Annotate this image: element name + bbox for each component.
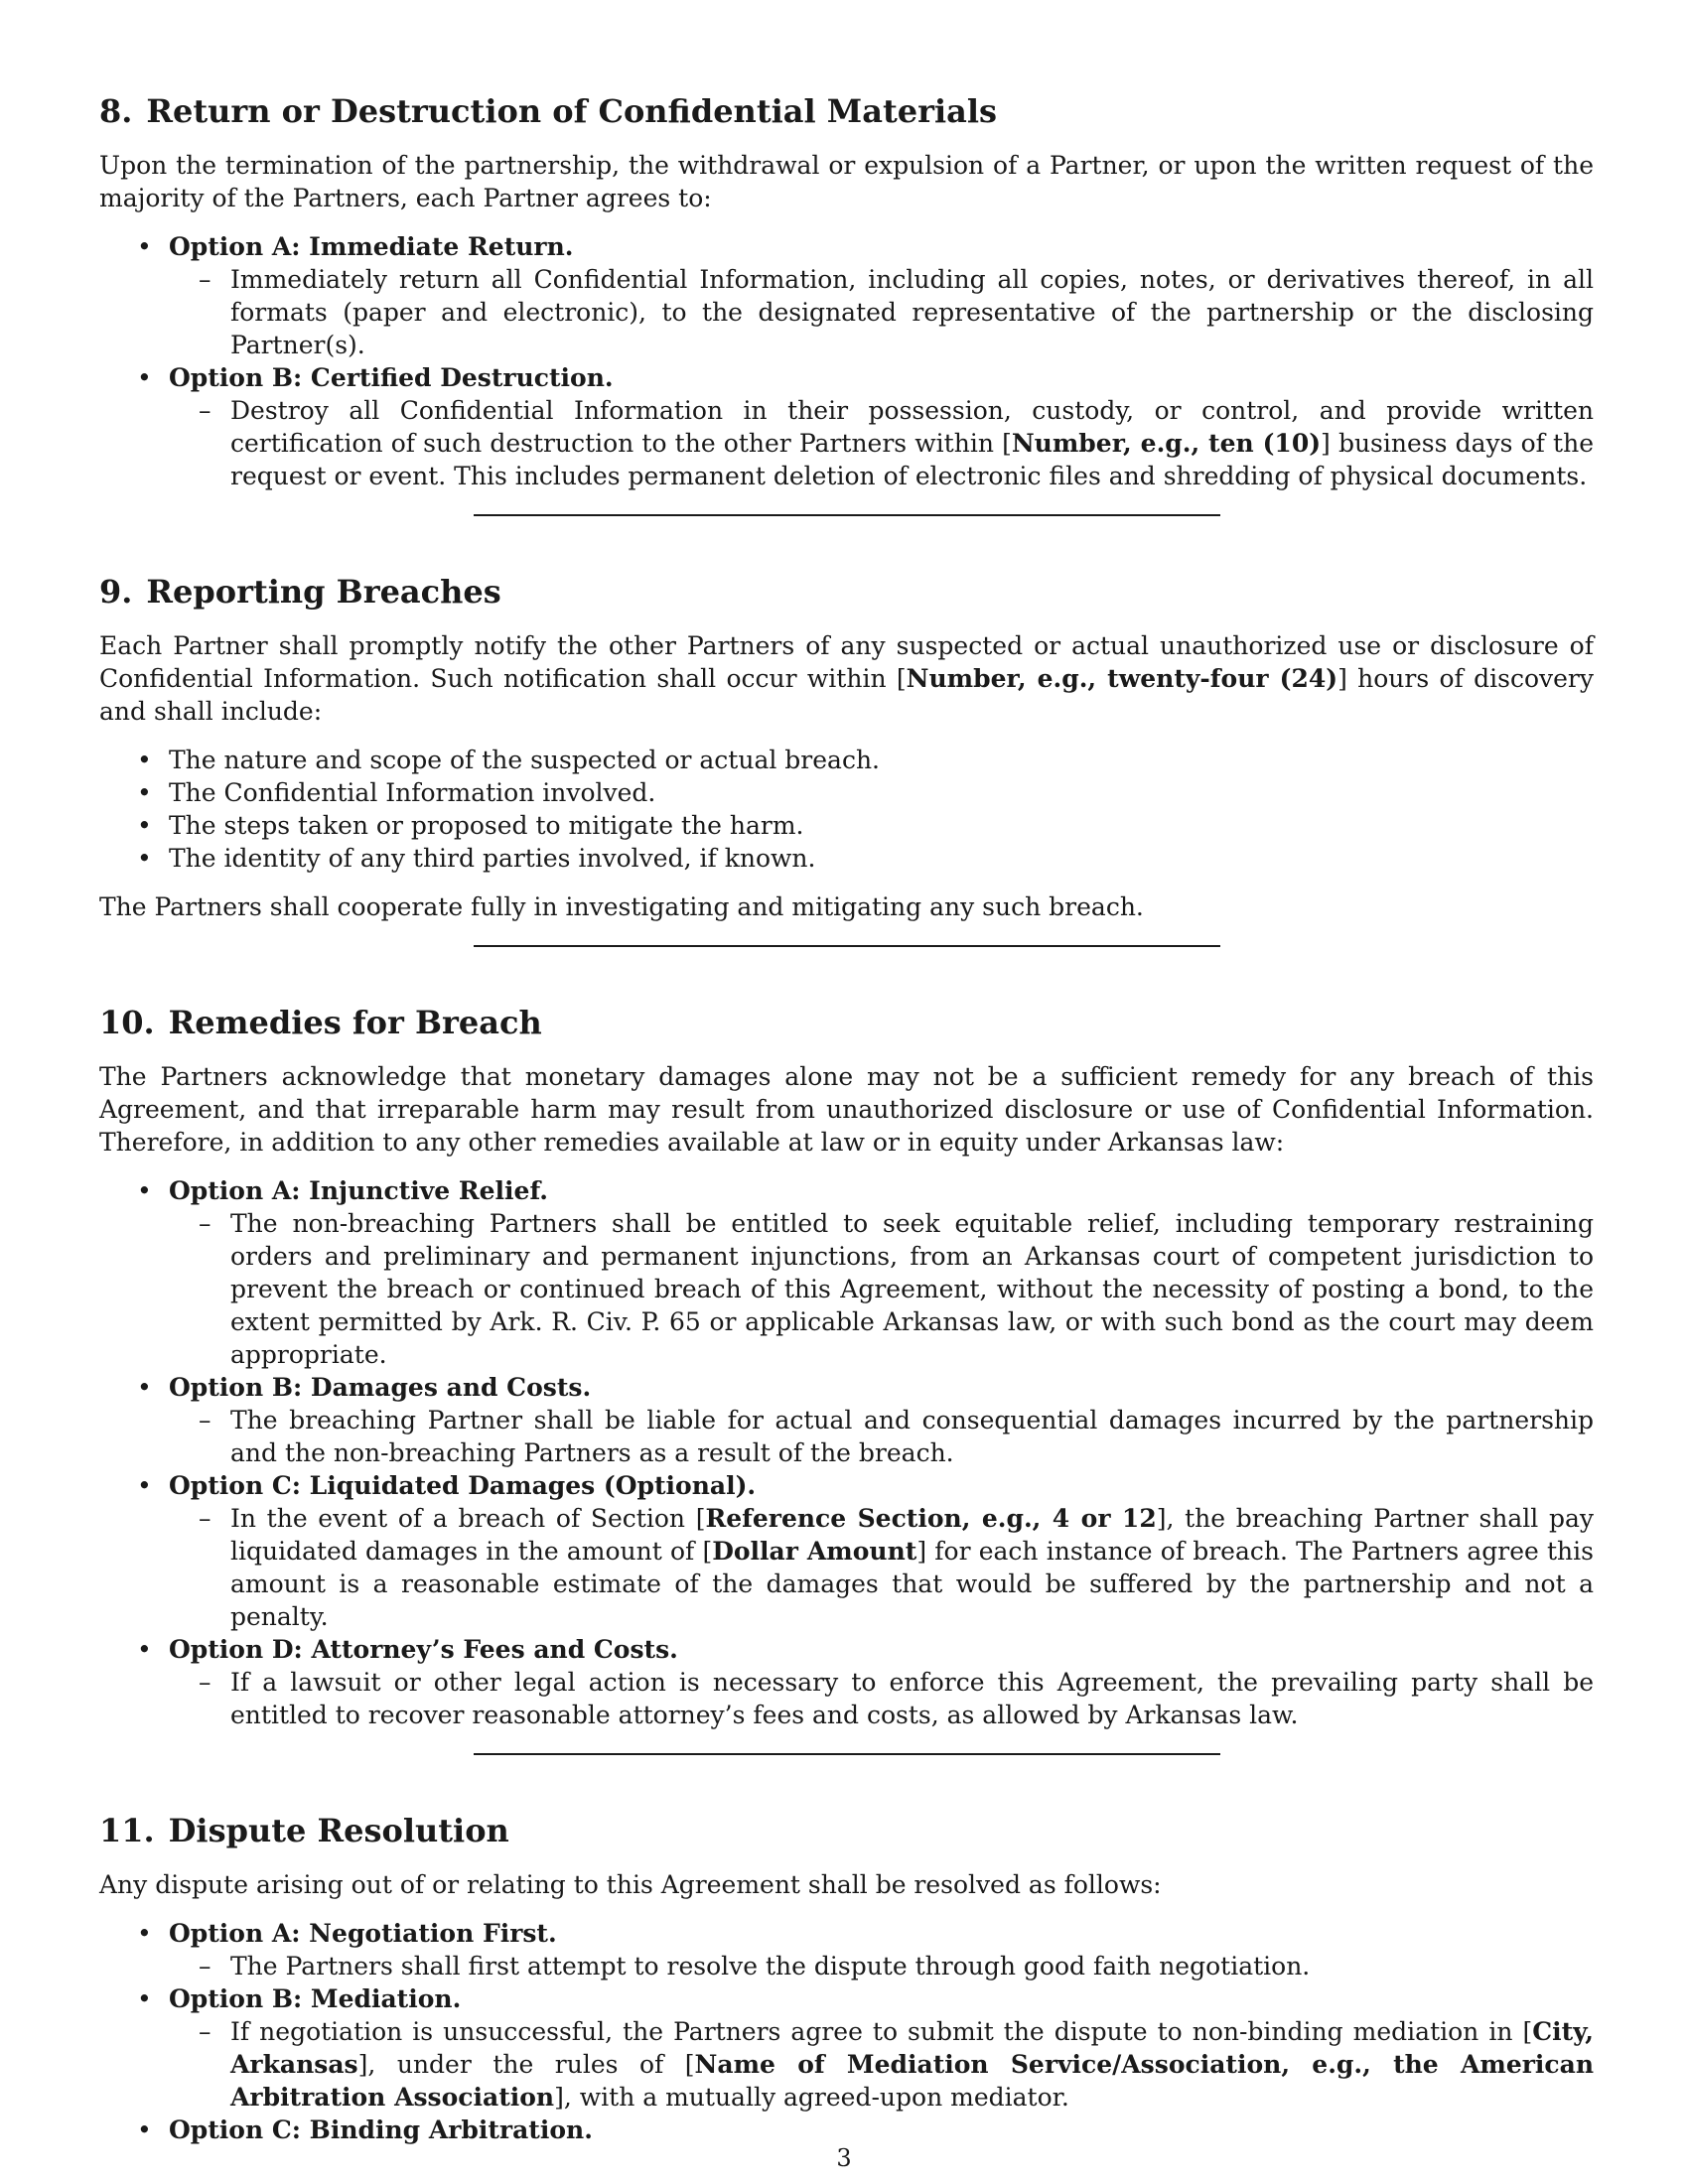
section-10-number: 10. xyxy=(99,1004,155,1041)
section-9-intro xyxy=(99,629,1594,728)
option-text: – The Partners shall first attempt to resolve the dispute through good faith negotiation. xyxy=(169,1950,1594,1982)
text-segment: If negotiation is unsuccessful, the Partners agree to submit the dispute to non-binding mediation in [ xyxy=(230,2017,1533,2046)
option-text xyxy=(169,2015,1594,2114)
text-segment: ] for each instance of breach. The Partners agree this amount is a reasonable estimate of the damages that would be suffered by the partnership and not a penalty. xyxy=(230,1537,1594,1631)
option-text: – Immediately return all Confidential Information, including all copies, notes, or derivatives thereof, in all formats (paper and electronic), to the designated representative of the partnership or the disclosing Partner(s). xyxy=(169,263,1594,361)
section-9-title: Reporting Breaches xyxy=(146,573,501,611)
section-11-number: 11. xyxy=(99,1812,155,1849)
text-segment: Destroy all Confidential Information in their possession, custody, or control, and provide written certification of such destruction to the other Partners within [ xyxy=(230,396,1594,458)
option-label: Option B: Certified Destruction. xyxy=(169,363,614,392)
placeholder: Reference Section, e.g., 4 or 12 xyxy=(705,1504,1157,1533)
section-divider xyxy=(474,1753,1220,1755)
section-11-intro: Any dispute arising out of or relating to this Agreement shall be resolved as follows: xyxy=(99,1870,1162,1899)
section-10-options xyxy=(99,1174,1594,1731)
option-text: – The breaching Partner shall be liable for actual and consequential damages incurred by the partnership and the non-breaching Partners as a result of the breach. xyxy=(169,1404,1594,1469)
section-9 xyxy=(99,572,1594,947)
placeholder: Number, e.g., twenty-four (24) xyxy=(906,664,1338,693)
document-page xyxy=(99,91,1594,2162)
section-divider xyxy=(474,514,1220,516)
section-10-option-d xyxy=(99,1633,1594,1731)
section-10-option-c xyxy=(99,1469,1594,1633)
page-number: 3 xyxy=(836,2144,852,2172)
text-segment: ], the breaching Partner shall pay liquidated damages in the amount of [ xyxy=(230,1504,1594,1566)
text-segment: ], with a mutually agreed-upon mediator. xyxy=(554,2083,1069,2112)
text-segment: Each Partner shall promptly notify the other Partners of any suspected or actual unauthorized use or disclosure of Confidential Information. Such notification shall occur within [ xyxy=(99,631,1594,693)
placeholder: Number, e.g., ten (10) xyxy=(1011,429,1322,458)
section-11-option-a xyxy=(99,1917,1594,1982)
section-11 xyxy=(99,1811,1594,2146)
section-10-option-a xyxy=(99,1174,1594,1371)
text-segment: ], under the rules of [ xyxy=(357,2050,695,2079)
section-11-title: Dispute Resolution xyxy=(168,1812,509,1849)
option-label: Option D: Attorney’s Fees and Costs. xyxy=(169,1635,678,1664)
option-label: Option B: Mediation. xyxy=(169,1984,462,2013)
section-10-intro: The Partners acknowledge that monetary damages alone may not be a sufficient remedy for any breach of this Agreement, and that irreparable harm may result from unauthorized disclosure or use of Confidential Information. Therefore, in addition to any other remedies available at law or in equity under Arkansas law: xyxy=(99,1062,1594,1157)
section-8-options xyxy=(99,230,1594,492)
text-segment: ] business days of the request or event. This includes permanent deletion of electronic files and shredding of physical documents. xyxy=(230,429,1594,490)
list-item: • The steps taken or proposed to mitigate the harm. xyxy=(99,809,1594,842)
list-item: • The Confidential Information involved. xyxy=(99,776,1594,809)
option-label: Option C: Liquidated Damages (Optional). xyxy=(169,1471,757,1500)
section-divider xyxy=(474,945,1220,947)
section-8-number: 8. xyxy=(99,92,133,130)
option-label: Option A: Immediate Return. xyxy=(169,232,574,261)
option-text xyxy=(169,1502,1594,1633)
section-9-heading xyxy=(99,572,1594,612)
option-text xyxy=(169,394,1594,492)
list-item: • The identity of any third parties involved, if known. xyxy=(99,842,1594,875)
placeholder: Name of Mediation Service/Association, e.g., the American Arbitration Association xyxy=(230,2050,1594,2112)
option-label: Option B: Damages and Costs. xyxy=(169,1373,592,1402)
placeholder: City, Arkansas xyxy=(230,2017,1594,2079)
text-segment: ] hours of discovery and shall include: xyxy=(99,664,1594,726)
option-text: – The non-breaching Partners shall be entitled to seek equitable relief, including temporary restraining orders and preliminary and permanent injunctions, from an Arkansas court of competent jurisdiction to prevent the breach or continued breach of this Agreement, without the necessity of posting a bond, to the extent permitted by Ark. R. Civ. P. 65 or applicable Arkansas law, or with such bond as the court may deem appropriate. xyxy=(169,1207,1594,1371)
section-8-intro: Upon the termination of the partnership, the withdrawal or expulsion of a Partner, or upon the written request of the majority of the Partners, each Partner agrees to: xyxy=(99,151,1594,212)
section-8-title: Return or Destruction of Confidential Materials xyxy=(146,92,997,130)
section-11-option-b xyxy=(99,1982,1594,2114)
placeholder: Dollar Amount xyxy=(712,1537,917,1566)
section-9-list xyxy=(99,744,1594,875)
section-11-heading xyxy=(99,1811,1594,1850)
section-9-number: 9. xyxy=(99,573,133,611)
section-11-options xyxy=(99,1917,1594,2146)
section-8 xyxy=(99,91,1594,516)
section-10 xyxy=(99,1003,1594,1755)
option-text: – If a lawsuit or other legal action is necessary to enforce this Agreement, the prevailing party shall be entitled to recover reasonable attorney’s fees and costs, as allowed by Arkansas law. xyxy=(169,1666,1594,1731)
section-9-closing: The Partners shall cooperate fully in investigating and mitigating any such breach. xyxy=(99,892,1144,921)
section-8-option-b xyxy=(99,361,1594,492)
section-10-heading xyxy=(99,1003,1594,1042)
section-8-heading xyxy=(99,91,1594,131)
option-label: Option A: Negotiation First. xyxy=(169,1919,557,1948)
section-10-title: Remedies for Breach xyxy=(168,1004,542,1041)
section-8-option-a xyxy=(99,230,1594,361)
option-label: Option A: Injunctive Relief. xyxy=(169,1176,549,1205)
text-segment: In the event of a breach of Section [ xyxy=(230,1504,706,1533)
list-item: • The nature and scope of the suspected or actual breach. xyxy=(99,744,1594,776)
option-label: Option C: Binding Arbitration. xyxy=(169,2116,593,2144)
section-10-option-b xyxy=(99,1371,1594,1469)
